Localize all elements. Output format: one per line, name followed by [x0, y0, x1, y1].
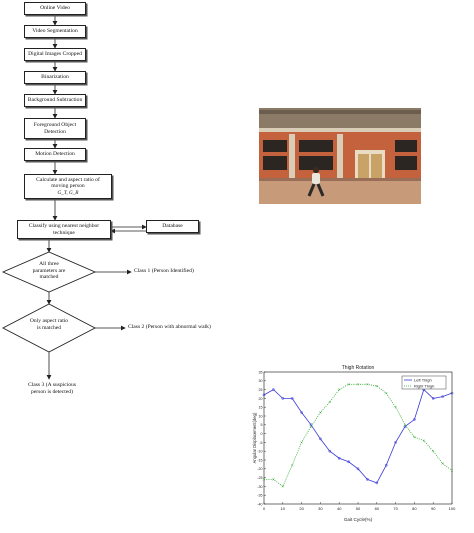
class-2-label: Class 2 (Person with abnormal walk): [128, 324, 211, 330]
y-tick-label: -30: [257, 484, 263, 489]
y-tick-label: 30: [258, 379, 263, 384]
step-digital-images-cropped: Digital Images Cropped: [24, 48, 86, 61]
step-motion-detection: Motion Detection: [24, 148, 86, 161]
y-tick-label: -10: [257, 449, 263, 454]
database-box: Database: [146, 220, 199, 233]
y-tick-label: 25: [258, 388, 263, 392]
class-3-label: Class 3 (A suspicious person is detected): [27, 382, 77, 395]
y-tick-label: 0: [260, 432, 263, 436]
x-tick-label: 100: [448, 506, 456, 511]
y-tick-label: -25: [257, 476, 263, 480]
x-tick-label: 90: [430, 506, 436, 511]
chart-ylabel: Angular Displacement(deg): [252, 412, 257, 464]
x-tick-label: 0: [262, 506, 266, 511]
x-tick-label: 70: [393, 506, 398, 511]
y-tick-label: -20: [257, 467, 263, 472]
y-tick-label: 5: [260, 423, 263, 428]
step-binarization: Binarization: [24, 71, 86, 84]
step-online-video: Online Video: [24, 2, 86, 15]
step-classify-nearest-neighbor: Classify using nearest neighbor technique: [17, 220, 111, 239]
calc-text: Calculate and aspect ratio of moving person G_T, G_R: [36, 176, 100, 196]
x-tick-label: 30: [318, 506, 323, 511]
decision-1-label: All three parameters are matched: [32, 261, 66, 281]
chart-legend: [402, 376, 446, 389]
step-video-segmentation: Video Segmentation: [24, 25, 86, 38]
step-foreground-object-detection: Foreground Object Detection: [24, 118, 86, 139]
y-tick-label: 15: [258, 405, 263, 410]
plot-area: [264, 372, 452, 504]
y-tick-label: -5: [259, 440, 263, 445]
y-tick-label: -15: [257, 458, 263, 463]
decision-2-label: Only aspect ratio is matched: [29, 318, 69, 331]
chart-xlabel: Gait Cycle(%): [343, 517, 373, 522]
x-tick-label: 20: [299, 506, 304, 511]
x-tick-label: 60: [374, 506, 380, 511]
x-tick-label: 80: [412, 506, 417, 511]
y-tick-label: -35: [257, 493, 263, 498]
class-1-label: Class 1 (Person Identified): [134, 268, 194, 274]
step-calculate-parameters: [24, 174, 112, 199]
chart-title: Thigh Rotation: [341, 365, 375, 371]
x-tick-label: 10: [280, 506, 286, 511]
legend-right-thigh: Right Thigh: [414, 383, 435, 389]
legend-left-thigh: Left Thigh: [414, 377, 432, 383]
walking-person-photo: [259, 108, 421, 204]
y-tick-label: 35: [258, 370, 263, 375]
thigh-rotation-chart: [252, 364, 460, 528]
y-tick-label: -40: [257, 502, 263, 507]
y-tick-label: 20: [258, 396, 263, 401]
y-tick-label: 10: [258, 414, 263, 419]
step-background-subtraction: Background Subtraction: [24, 94, 86, 107]
x-tick-label: 50: [355, 506, 361, 511]
calc-symbols: G_T, G_R: [57, 189, 79, 196]
x-tick-label: 40: [336, 506, 342, 511]
